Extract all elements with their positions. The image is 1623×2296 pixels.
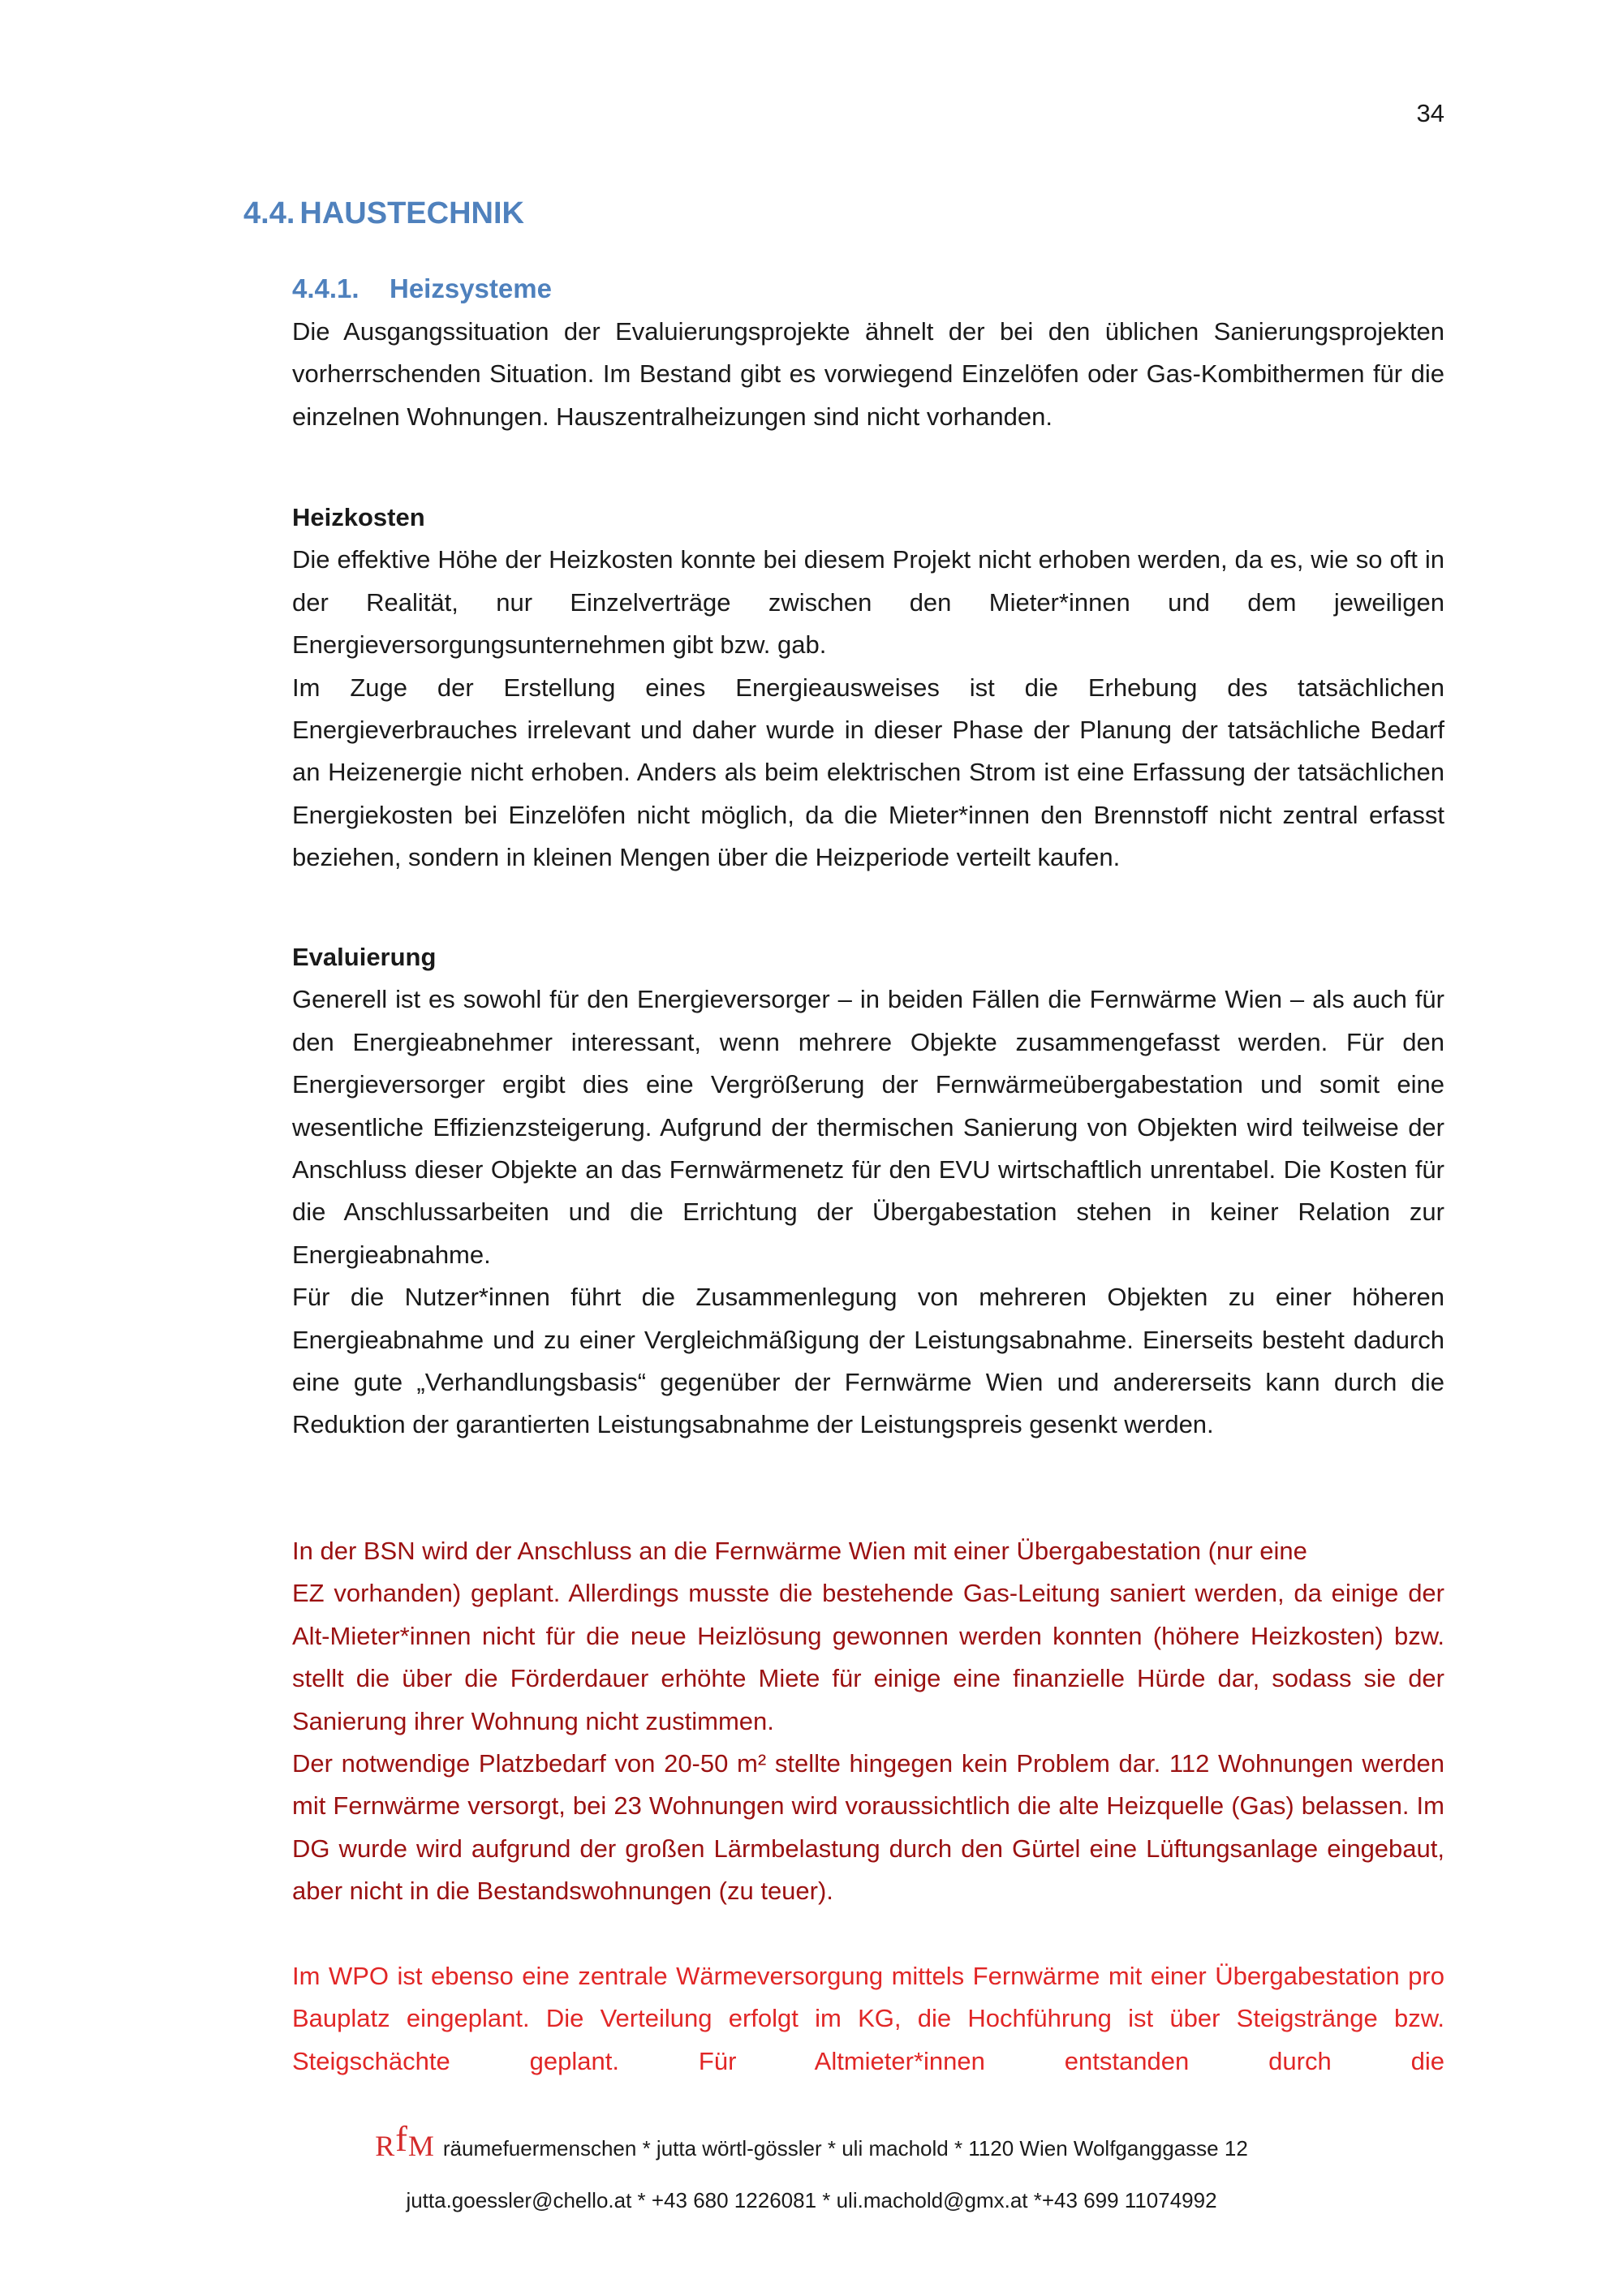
subsection-number: 4.4.1. xyxy=(292,273,359,303)
heizkosten-paragraph-1: Die effektive Höhe der Heizkosten konnte bei diesem Projekt nicht erhoben werden, da es, wie so oft in der Realität, nur Einzelverträge zwischen den Mieter*innen und dem jeweiligen Energieversorgungsunternehmen gibt bzw. gab. xyxy=(292,545,1444,660)
evaluierung-paragraph-1: Generell ist es sowohl für den Energieversorger – in beiden Fällen die Fernwärme Wien – als auch für den Energieabnehmer interessant, wenn mehrere Objekte zusammengefasst werden. Für den Energieversorger ergibt dies eine Vergrößerung der Fernwärmeübergabestation und somit eine wesentliche Effizienzsteigerung. Aufgrund der thermischen Sanierung von Objekten wird teilweise der Anschluss dieser Objekte an das Fernwärmenetz für den EVU wirtschaftlich unrentabel. Die Kosten für die Anschlussarbeiten und die Errichtung der Übergabestation stehen in keiner Relation zur Energieabnahme. xyxy=(292,985,1444,1269)
evaluierung-paragraph-2: Für die Nutzer*innen führt die Zusammenlegung von mehreren Objekten zu einer höheren Energieabnahme und zu einer Vergleichmäßigung der Leistungsabnahme. Einerseits besteht dadurch eine gute „Verhandlungsbasis“ gegenüber der Fernwärme Wien und andererseits kann durch die Reduktion der garantierten Leistungsabnahme der Leistungspreis gesenkt werden. xyxy=(292,1283,1444,1439)
footer-line-2: jutta.goessler@chello.at * +43 680 1226081 * uli.machold@gmx.at *+43 699 11074992 xyxy=(406,2188,1217,2212)
section-title: HAUSTECHNIK xyxy=(299,196,524,230)
evaluierung-block xyxy=(292,936,1444,1447)
bsn-paragraph-2: Der notwendige Platzbedarf von 20-50 m² stellte hingegen kein Problem dar. 112 Wohnungen werden mit Fernwärme versorgt, bei 23 Wohnungen wird voraussichtlich die alte Heizquelle (Gas) belassen. Im DG wurde wird aufgrund der großen Lärmbelastung durch den Gürtel eine Lüftungsanlage eingebaut, aber nicht in die Bestandswohnungen (zu teuer). xyxy=(292,1749,1444,1906)
section-number: 4.4. xyxy=(243,196,295,230)
wpo-block xyxy=(292,1955,1444,2083)
subsection-heading xyxy=(292,273,552,304)
section-heading xyxy=(243,196,524,231)
footer xyxy=(0,2119,1623,2221)
bsn-paragraph-1: EZ vorhanden) geplant. Allerdings musste die bestehende Gas-Leitung saniert werden, da einige der Alt-Mieter*innen nicht für die neue Heizlösung gewonnen werden konnten (höhere Heizkosten) bzw. stellt die über die Förderdauer erhöhte Miete für einige eine finanzielle Hürde dar, sodass sie der Sanierung ihrer Wohnung nicht zustimmen. xyxy=(292,1579,1444,1735)
rfm-logo: RfM xyxy=(375,2119,435,2162)
page-number: 34 xyxy=(1416,99,1444,127)
footer-address: räumefuermenschen * jutta wörtl-gössler * uli machold * 1120 Wien Wolfganggasse 12 xyxy=(442,2136,1248,2161)
intro-block xyxy=(292,311,1444,438)
wpo-paragraph: Im WPO ist ebenso eine zentrale Wärmeversorgung mittels Fernwärme mit einer Übergabestation pro Bauplatz eingeplant. Die Verteilung erfolgt im KG, die Hochführung ist über Steigstränge bzw. Steigschächte geplant. Für Altmieter*innen entstanden durch die xyxy=(292,1962,1444,2075)
footer-line-1 xyxy=(0,2119,1623,2169)
heizkosten-paragraph-2: Im Zuge der Erstellung eines Energieausweises ist die Erhebung des tatsächlichen Energieverbrauches irrelevant und daher wurde in dieser Phase der Planung der tatsächliche Bedarf an Heizenergie nicht erhoben. Anders als beim elektrischen Strom ist eine Erfassung der tatsächlichen Energiekosten bei Einzelöfen nicht möglich, da die Mieter*innen den Brennstoff nicht zentral erfasst beziehen, sondern in kleinen Mengen über die Heizperiode verteilt kaufen. xyxy=(292,673,1444,872)
heizkosten-label: Heizkosten xyxy=(292,503,425,531)
bsn-first-line: In der BSN wird der Anschluss an die Fernwärme Wien mit einer Übergabestation (nur eine xyxy=(292,1537,1307,1565)
heizkosten-block xyxy=(292,497,1444,879)
subsection-title: Heizsysteme xyxy=(390,273,552,303)
evaluierung-label: Evaluierung xyxy=(292,943,437,971)
intro-paragraph: Die Ausgangssituation der Evaluierungsprojekte ähnelt der bei den üblichen Sanierungsprojekten vorherrschenden Situation. Im Bestand gibt es vorwiegend Einzelöfen oder Gas-Kombithermen für die einzelnen Wohnungen. Hauszentralheizungen sind nicht vorhanden. xyxy=(292,317,1444,431)
bsn-block xyxy=(292,1530,1444,1913)
